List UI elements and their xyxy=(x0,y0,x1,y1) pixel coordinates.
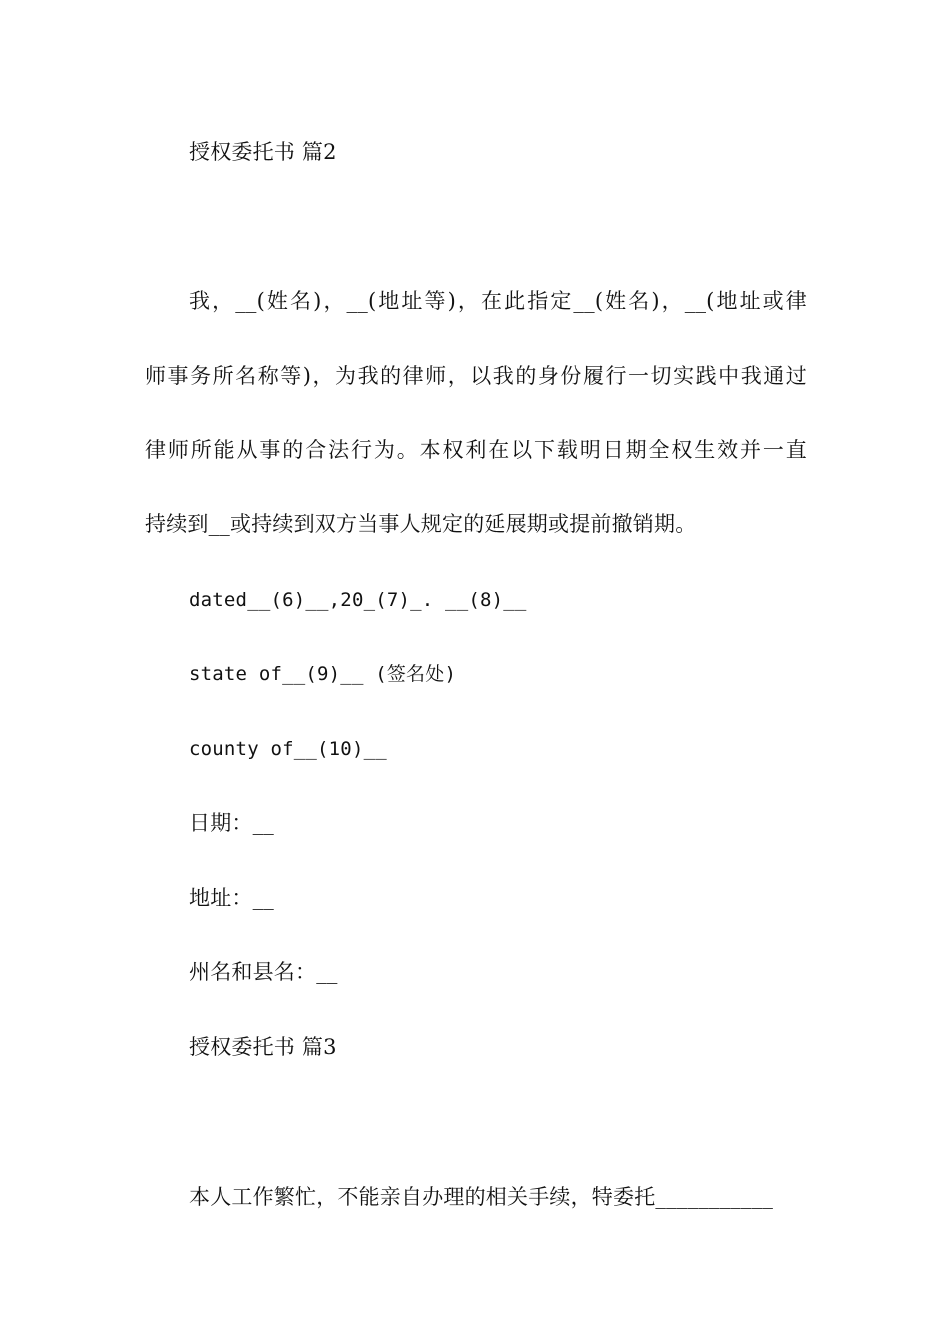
paragraph-2-line-1: 本人工作繁忙，不能亲自办理的相关手续，特委托___________ xyxy=(189,1185,774,1209)
paragraph-1-line-2: 师事务所名称等)，为我的律师，以我的身份履行一切实践中我通过 xyxy=(145,364,807,388)
paragraph-1-line-4: 持续到__或持续到双方当事人规定的延展期或提前撤销期。 xyxy=(145,512,697,536)
county-line: county of__(10)__ xyxy=(189,738,387,760)
dated-line: dated__(6)__,20_(7)_. __(8)__ xyxy=(189,589,527,611)
state-line: state of__(9)__ (签名处) xyxy=(189,663,457,685)
date-line: 日期：__ xyxy=(189,811,274,835)
paragraph-1-line-1: 我，__(姓名)，__(地址等)，在此指定__(姓名)，__(地址或律 xyxy=(189,289,807,313)
state-county-line: 州名和县名：__ xyxy=(189,960,338,984)
paragraph-1-line-3: 律师所能从事的合法行为。本权利在以下载明日期全权生效并一直 xyxy=(145,438,807,462)
address-line: 地址：__ xyxy=(189,886,274,910)
section-heading-3: 授权委托书 篇3 xyxy=(189,1035,337,1059)
section-heading-2: 授权委托书 篇2 xyxy=(189,140,337,164)
